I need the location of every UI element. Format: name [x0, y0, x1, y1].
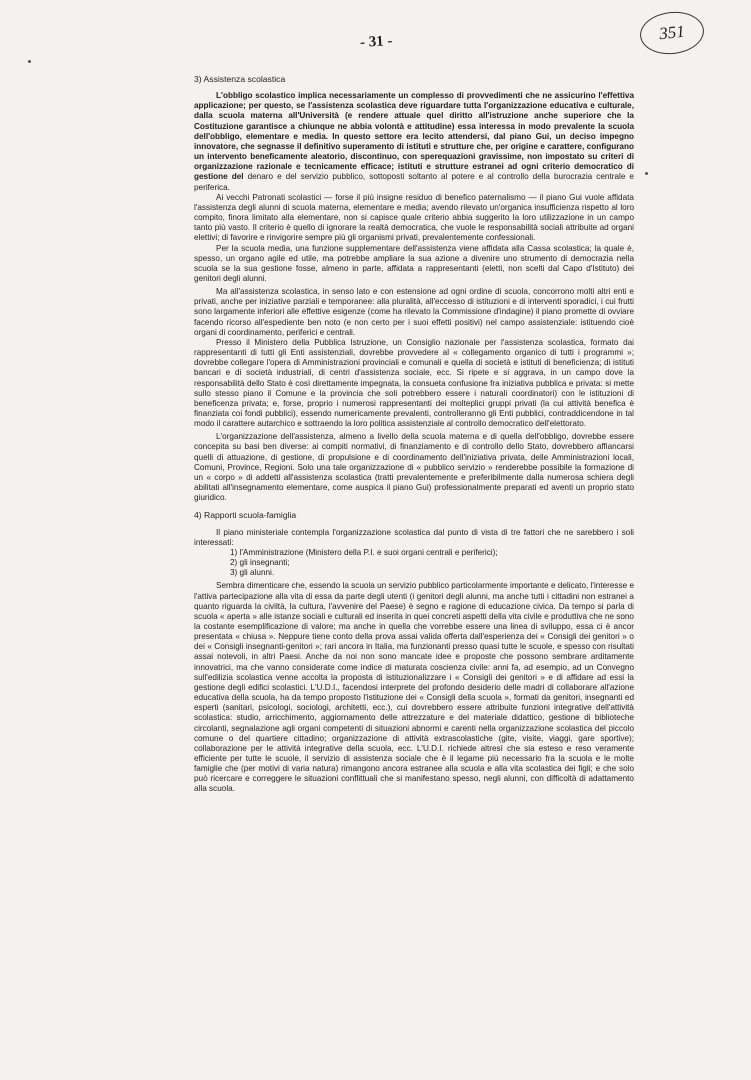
- page-number: - 31 -: [359, 33, 393, 51]
- paragraph: Il piano ministeriale contempla l'organizzazione scolastica dal punto di vista di tre fattori che ne sarebbero i soli interessati:: [194, 527, 634, 547]
- paragraph: [194, 91, 634, 193]
- scan-speck: [28, 60, 31, 63]
- paragraph: Ai vecchi Patronati scolastici — forse il più insigne residuo di benefico paternalismo — il piano Gui vuole affidata l'assistenza degli alunni di scuola materna, elementare e media; avendo rilevato un'organica insufficienza rispetto al loro compito, finora limitato alla elementare, non si capisce quale criterio abbia suggerito la loro utilizzazione in un campo tanto più vasto. Il criterio è quello di ignorare la realtà democratica, che vuole le responsabilità sociali attribuite ad organi elettivi; di favorire e rinvigorire sempre più gli organismi privati, prevalentemente confessionali.: [194, 192, 634, 243]
- paragraph: L'organizzazione dell'assistenza, almeno a livello della scuola materna e di quella dell'obbligo, dovrebbe essere concepita su basi ben diverse: ai compiti normativi, di finanziamento e di controllo dello Stato, dovrebbero affiancarsi quelli di attuazione, di gestione, di propulsione e di coordinamento dell'iniziativa privata, delle Amministrazioni locali, Comuni, Province, Regioni. Solo una tale organizzazione di « pubblico servizio » renderebbe possibile la formazione di un « corpo » di addetti all'assistenza scolastica (tratti prevalentemente e preferibilmente dalla numerosa schiera degli abilitati all'insegnamento elementare, come auspica il piano Gui) professionalmente preparati ed aventi un proprio stato giuridico.: [194, 432, 634, 503]
- paragraph: Per la scuola media, una funzione supplementare dell'assistenza viene affidata alla Cassa scolastica; la quale è, spesso, un organo agile ed utile, ma potrebbe ampliare la sua azione a divenire uno strumento di democrazia nella scuola se la sua gestione fosse, almeno in parte, affidata a rappresentanti (eletti, non scelti dal Capo d'Istituto) dei genitori degli alunni.: [194, 243, 634, 283]
- list-item: 1) l'Amministrazione (Ministero della P.I. e suoi organi centrali e periferici);: [230, 547, 498, 557]
- document-body: [194, 74, 634, 795]
- section-title-assistenza: 3) Assistenza scolastica: [194, 74, 286, 84]
- bold-text: L'obbligo scolastico implica necessariamente un complesso di provvedimenti che ne assicurino l'effettiva applicazione; per questo, se l'assistenza scolastica deve riguardare tutta l'organizzazione educativa e culturale, dalla scuola materna all'Università (e rendere attuale quel diritto all'istruzione anche superiore che la Costituzione garantisce a chiunque ne abbia volontà e attitudine) essa interessa in modo prevalente la scuola dell'obbligo, elementare e media. In questo settore era lecito attendersi, dal piano Gui, un deciso impegno innovatore, che segnasse il definitivo superamento di istituti e strutture che, per origine e carattere, configurano un intervento beneficamente aleatorio, discontinuo, con sperequazioni gravissime, non impostato su criteri di organizzazione razionale e tecnicamente efficace; istituti e strutture estranei ad ogni criterio democratico di gestione del: [194, 91, 634, 182]
- paragraph: Sembra dimenticare che, essendo la scuola un servizio pubblico particolarmente importante e delicato, l'interesse e l'attiva partecipazione alla vita di essa da parte degli utenti (i genitori degli alunni, ma anche tutti i cittadini non estranei a quanto riguarda la civiltà, la cultura, l'avvenire del Paese) è segno e ragione di educazione civica. Da tempo si parla di scuola « aperta » alle istanze sociali e culturali ed inserita in quei concreti aspetti della vita civile e produttiva che ne sono la costante esemplificazione di valore; ma anche in quella che vorrebbe essere una linea di sviluppo, essa ci è ancor presentata « chiusa ». Neppure tiene conto della prova assai valida offerta dall'esperienza dei « Consigli dei genitori » o dei « Consigli insegnanti-genitori »; rari ancora in Italia, ma funzionanti presso quasi tutte le scuole, e spesso con risultati assai notevoli, in altri Paesi. Anche da noi non sono mancate idee e proposte che possono sembrare arditamente innovatrici, ma che vanno considerate come indice di maturata coscienza civile: anni fa, ad esempio, ad un Convegno sull'edilizia scolastica venne accolta la proposta di istituzionalizzare i « Consigli dei genitori » e di affidare ad essi la gestione degli edifici scolastici. L'U.D.I., facendosi interprete del profondo desiderio delle madri di collaborare all'azione educativa della scuola, ha da tempo proposto l'istituzione dei « Consigli della scuola », formati da genitori, insegnanti ed esperti (sanitari, psicologi, sociologi, architetti, ecc.), cui dovrebbero essere attribuite funzioni integrative dell'attività scolastica: studio, arricchimento, aggiornamento delle attrezzature e del materiale didattico, gestione di biblioteche circolanti, segnalazione agli organi competenti di situazioni abnormi e carenti nella organizzazione scolastica del piccolo comune o del quartiere cittadino; organizzazione di attività extrascolastiche (gite, visite, viaggi, gare sportive); collaborazione per le attività integrative della scuola, ecc. L'U.D.I. richiede altresì che sia esteso e reso veramente efficiente per tutte le scuole, il servizio di assistenza sociale che è il legame più necessario fra la scuola e le molte famiglie che (per motivi di varia natura) rimangono ancora estranee alla scuola e alla vita scolastica dei figli; e che solo può ricercare e correggere le situazioni conflittuali che si manifestano spesso, negli alunni, con difficoltà di adattamento alla scuola.: [194, 581, 634, 794]
- archive-stamp: 351: [638, 9, 706, 57]
- list-item: 3) gli alunni.: [230, 568, 275, 578]
- paragraph: Ma all'assistenza scolastica, in senso lato e con estensione ad ogni ordine di scuola, concorrono molti altri enti e privati, anche per iniziative parziali e temporanee: alla pluralità, all'eccesso di istituzioni e di interventi sporadici, i cui frutti sono largamente inferiori alle effettive esigenze (come ha rilevato la Commissione d'indagine) il piano promette di ovviare facendo ricorso all'espediente ben noto (e non certo per i suoi effetti positivi) nel campo assistenziale: istituendo cioè organi di coordinamento, periferici e centrali.: [194, 287, 634, 337]
- paragraph: Presso il Ministero della Pubblica Istruzione, un Consiglio nazionale per l'assistenza scolastica, formato dai rappresentanti di tutti gli Enti assistenziali, dovrebbe provvedere al « collegamento organico di tutti i programmi »; dovrebbe collegare l'opera di Amministrazioni provinciali e comunali e quella di società e istituti di beneficienza; di istituti bancari e di società industriali, di centri d'assistenza sociale, ecc. Si ripete e si aggrava, in un campo dove la responsabilità dello Stato è così direttamente impegnata, la consueta confusione fra iniziativa pubblica e privata: si mette sullo stesso piano il Comune e la provincia che soli potrebbero essere i naturali coordinatori) con le istituzioni di beneficenza privata; e, forse, proprio i numerosi rappresentanti dei molteplici gruppi privati (la cui attività benefica è finanziata coi fondi pubblici), essendo numericamente prevalenti, controlleranno gli Enti pubblici, contraddicendone in tal modo il carattere autarchico e sottraendo la loro politica assistenziale al controllo democratico dell'elettorato.: [194, 337, 634, 429]
- section-title-rapporti: 4) Rapporti scuola-famiglia: [194, 510, 297, 521]
- list-item: 2) gli insegnanti;: [230, 558, 290, 568]
- factors-list: [194, 548, 634, 578]
- scan-speck: [645, 172, 648, 175]
- paragraph-continuation: denaro e del servizio pubblico, sottoposti soltanto al potere e al controllo della burocrazia centrale e periferica.: [194, 172, 634, 192]
